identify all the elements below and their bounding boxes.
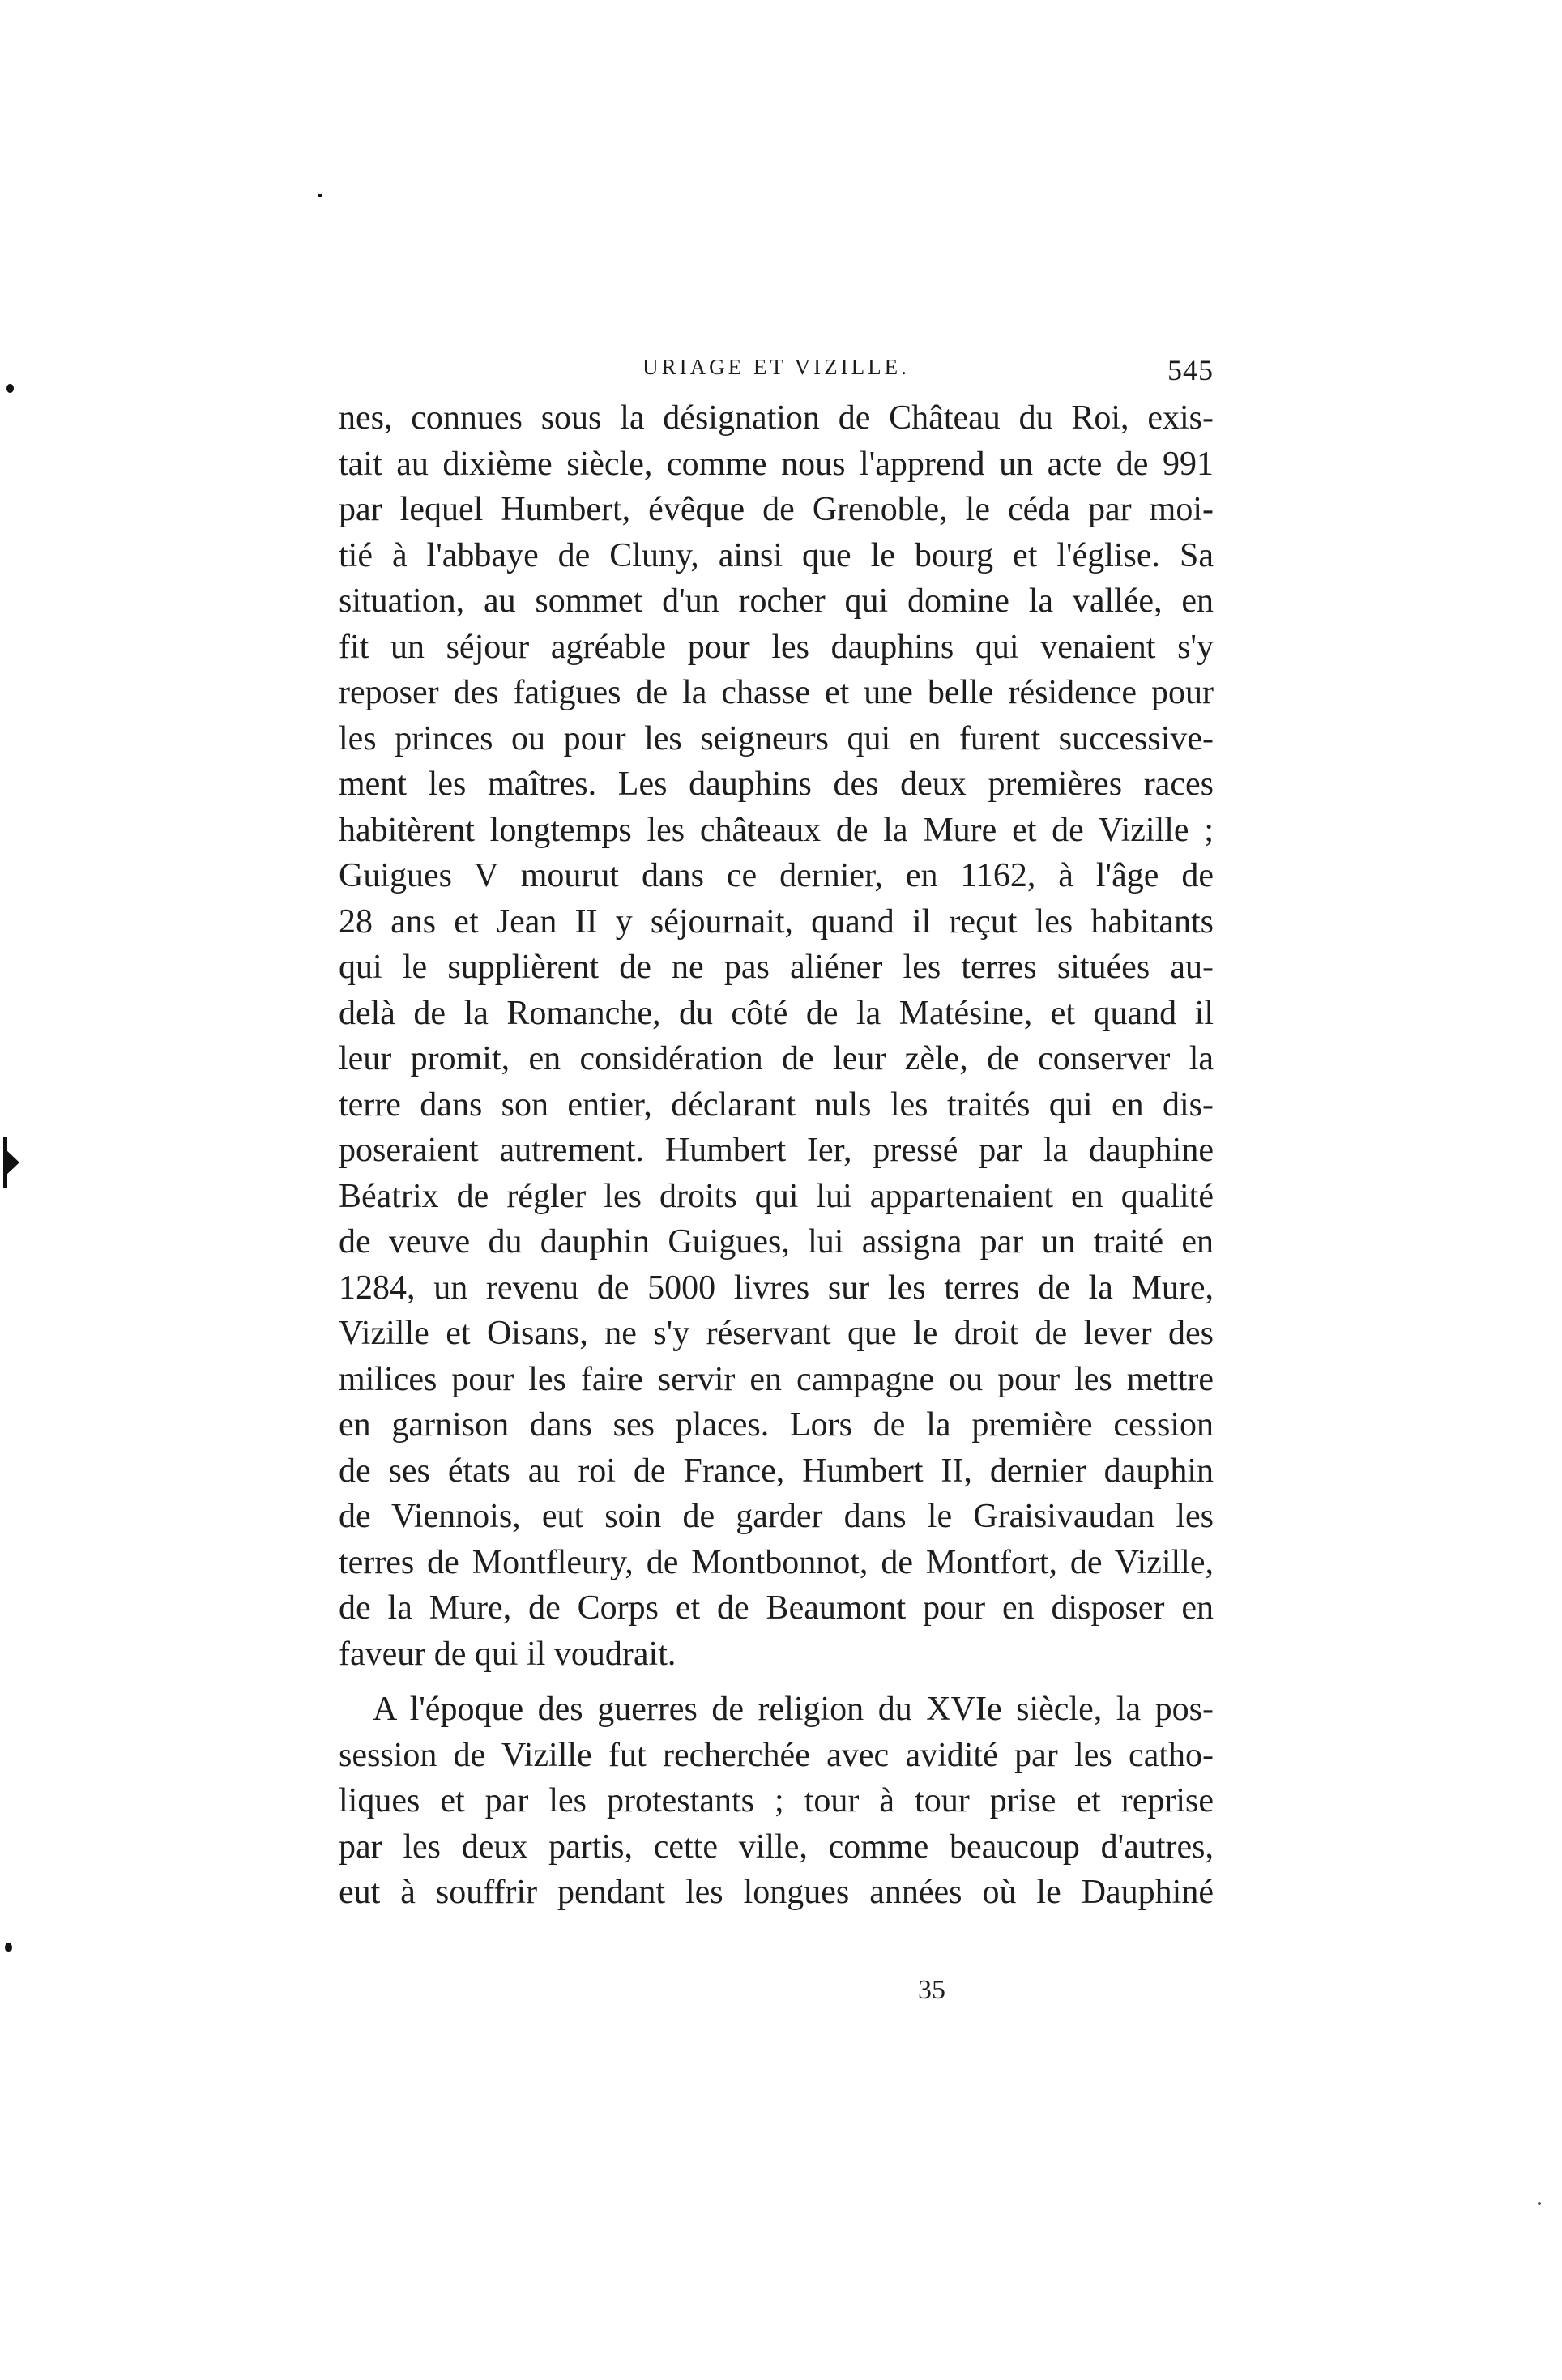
text-line: de Viennois, eut soin de garder dans le Graisivaudan les <box>339 1498 1214 1535</box>
text-line: de la Mure, de Corps et de Beaumont pour en disposer en <box>339 1589 1214 1627</box>
running-header <box>339 355 1214 390</box>
text-line: Béatrix de régler les droits qui lui appartenaient en qualité <box>339 1177 1214 1215</box>
text-line: liques et par les protestants ; tour à tour prise et reprise <box>339 1782 1214 1819</box>
margin-bullet-mark <box>5 1943 12 1952</box>
paragraph-gap <box>339 1677 1214 1687</box>
ink-speck <box>318 194 322 197</box>
signature-mark: 35 <box>918 1975 945 2005</box>
text-line: nes, connues sous la désignation de Château du Roi, exis- <box>339 399 1214 437</box>
text-line: terres de Montfleury, de Montbonnot, de Montfort, de Vizille, <box>339 1543 1214 1581</box>
text-line: tait au dixième siècle, comme nous l'apprend un acte de 991 <box>339 445 1214 483</box>
text-line: session de Vizille fut recherchée avec avidité par les catho- <box>339 1736 1214 1774</box>
text-line: poseraient autrement. Humbert Ier, pressé par la dauphine <box>339 1132 1214 1169</box>
text-line: habitèrent longtemps les châteaux de la Mure et de Vizille ; <box>339 811 1214 849</box>
text-line: par lequel Humbert, évêque de Grenoble, le céda par moi- <box>339 491 1214 528</box>
page-number: 545 <box>1167 354 1214 386</box>
text-line: leur promit, en considération de leur zèle, de conserver la <box>339 1040 1214 1077</box>
text-line: Guigues V mourut dans ce dernier, en 1162, à l'âge de <box>339 857 1214 894</box>
running-title: URIAGE ET VIZILLE. <box>642 355 910 379</box>
text-line: 1284, un revenu de 5000 livres sur les terres de la Mure, <box>339 1269 1214 1307</box>
text-line: Vizille et Oisans, ne s'y réservant que le droit de lever des <box>339 1315 1214 1352</box>
text-line: delà de la Romanche, du côté de la Matésine, et quand il <box>339 994 1214 1032</box>
text-line: les princes ou pour les seigneurs qui en furent successive- <box>339 719 1214 757</box>
text-line: 28 ans et Jean II y séjournait, quand il reçut les habitants <box>339 902 1214 940</box>
margin-bullet-mark <box>6 384 14 393</box>
text-line: situation, au sommet d'un rocher qui domine la vallée, en <box>339 582 1214 620</box>
text-line: de veuve du dauphin Guigues, lui assigna par un traité en <box>339 1223 1214 1260</box>
paragraph <box>339 395 1214 1677</box>
text-line: ment les maîtres. Les dauphins des deux premières races <box>339 766 1214 803</box>
body-text <box>339 395 1214 1916</box>
paragraph <box>339 1687 1214 1916</box>
text-line: faveur de qui il voudrait. <box>339 1635 676 1673</box>
text-line: de ses états au roi de France, Humbert II, dernier dauphin <box>339 1452 1214 1490</box>
ink-speck <box>1538 2202 1541 2205</box>
text-line: fit un séjour agréable pour les dauphins qui venaient s'y <box>339 628 1214 666</box>
text-line: terre dans son entier, déclarant nuls les traités qui en dis- <box>339 1086 1214 1124</box>
text-line: milices pour les faire servir en campagne ou pour les mettre <box>339 1360 1214 1398</box>
text-line: A l'époque des guerres de religion du XVIe siècle, la pos- <box>373 1691 1214 1728</box>
text-line: eut à souffrir pendant les longues années où le Dauphiné <box>339 1874 1214 1911</box>
text-line: par les deux partis, cette ville, comme beaucoup d'autres, <box>339 1828 1214 1866</box>
text-line: reposer des fatigues de la chasse et une belle résidence pour <box>339 674 1214 711</box>
text-line: en garnison dans ses places. Lors de la première cession <box>339 1406 1214 1444</box>
text-line: tié à l'abbaye de Cluny, ainsi que le bourg et l'église. Sa <box>339 536 1214 574</box>
text-line: qui le supplièrent de ne pas aliéner les terres situées au- <box>339 949 1214 986</box>
margin-arrow-icon <box>5 1149 19 1176</box>
